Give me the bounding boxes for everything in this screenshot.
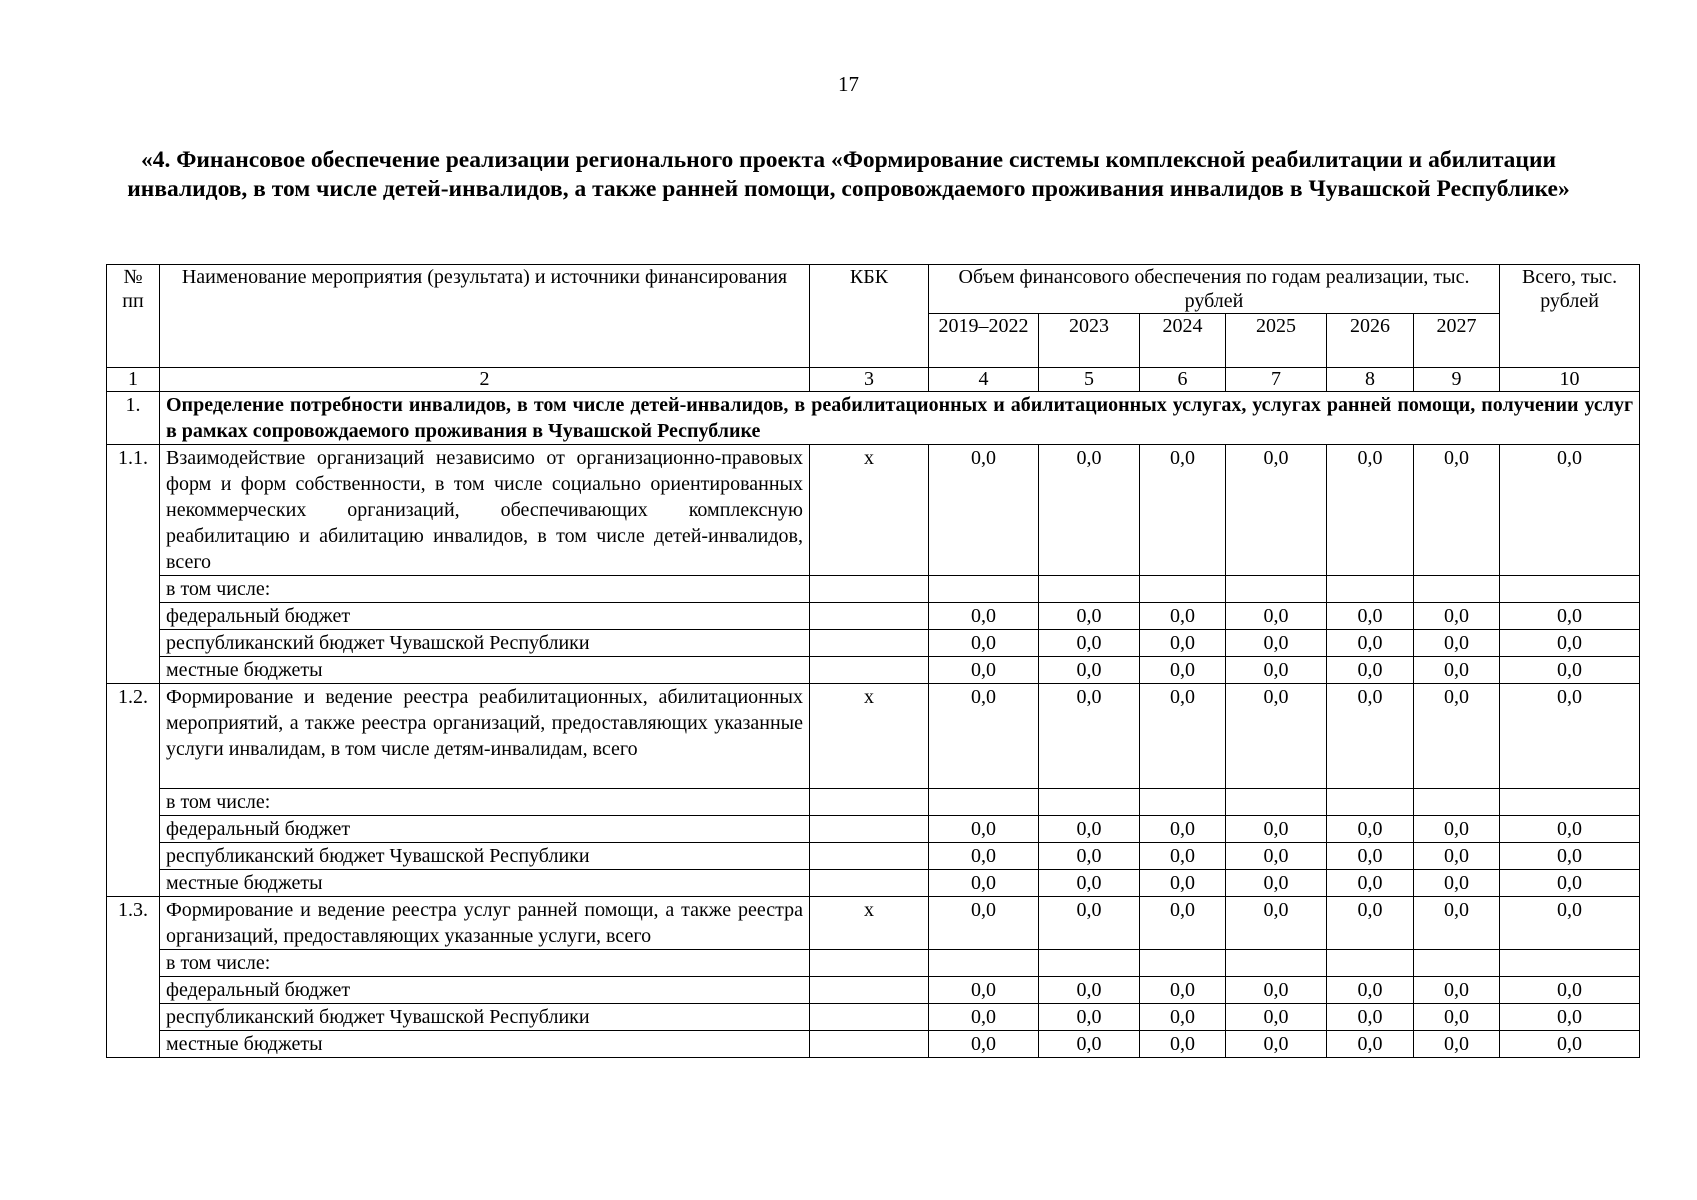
kbk-cell	[810, 789, 929, 816]
funding-value: 0,0	[1140, 816, 1226, 843]
funding-value: 0,0	[1327, 977, 1414, 1004]
item-value: 0,0	[929, 684, 1039, 789]
empty-cell	[107, 870, 160, 897]
funding-value	[1140, 576, 1226, 603]
funding-value: 0,0	[1327, 816, 1414, 843]
funding-source-label: в том числе:	[160, 576, 810, 603]
column-number: 5	[1039, 368, 1140, 392]
table-subrow	[107, 1031, 1640, 1058]
funding-value: 0,0	[1327, 843, 1414, 870]
kbk-cell	[810, 816, 929, 843]
funding-value: 0,0	[929, 816, 1039, 843]
funding-value: 0,0	[1414, 1004, 1500, 1031]
funding-value: 0,0	[1039, 630, 1140, 657]
item-value: 0,0	[1140, 684, 1226, 789]
funding-value: 0,0	[1140, 657, 1226, 684]
column-number: 9	[1414, 368, 1500, 392]
funding-value: 0,0	[1414, 657, 1500, 684]
table-subrow	[107, 630, 1640, 657]
item-number: 1.3.	[107, 897, 160, 950]
funding-value: 0,0	[1500, 1004, 1640, 1031]
funding-value: 0,0	[929, 603, 1039, 630]
funding-value	[1500, 789, 1640, 816]
item-name: Взаимодействие организаций независимо от организационно-правовых форм и форм собственности, в том числе социально ориентированных некоммерческих организаций, обеспечивающих комплексную реабилитацию и абилитацию инвалидов, в том числе детей-инвалидов, всего	[160, 445, 810, 576]
funding-value: 0,0	[1327, 603, 1414, 630]
header-row	[107, 265, 1640, 314]
funding-value	[1500, 576, 1640, 603]
section-no: 1.	[107, 392, 160, 445]
empty-cell	[107, 576, 160, 603]
funding-value: 0,0	[1226, 1031, 1327, 1058]
table-row	[107, 897, 1640, 950]
header-year: 2019–2022	[929, 314, 1039, 368]
funding-value	[1039, 576, 1140, 603]
funding-value: 0,0	[1327, 1031, 1414, 1058]
item-value: 0,0	[1226, 897, 1327, 950]
funding-value: 0,0	[1226, 843, 1327, 870]
funding-value: 0,0	[1500, 977, 1640, 1004]
funding-value: 0,0	[1500, 816, 1640, 843]
item-number: 1.1.	[107, 445, 160, 576]
item-kbk: х	[810, 445, 929, 576]
table-subrow	[107, 870, 1640, 897]
kbk-cell	[810, 977, 929, 1004]
funding-value: 0,0	[1327, 870, 1414, 897]
item-value: 0,0	[929, 897, 1039, 950]
item-value: 0,0	[1414, 684, 1500, 789]
funding-value: 0,0	[1414, 630, 1500, 657]
funding-value	[1414, 950, 1500, 977]
column-number: 7	[1226, 368, 1327, 392]
table-subrow	[107, 1004, 1640, 1031]
funding-value: 0,0	[1500, 657, 1640, 684]
item-kbk: х	[810, 684, 929, 789]
funding-value: 0,0	[1327, 657, 1414, 684]
funding-value: 0,0	[1140, 603, 1226, 630]
empty-cell	[107, 1031, 160, 1058]
page-number: 17	[838, 72, 859, 96]
funding-value: 0,0	[1226, 630, 1327, 657]
funding-value: 0,0	[1140, 630, 1226, 657]
funding-value: 0,0	[1226, 977, 1327, 1004]
section-row	[107, 392, 1640, 445]
column-number: 3	[810, 368, 929, 392]
funding-value: 0,0	[1327, 630, 1414, 657]
header-year: 2023	[1039, 314, 1140, 368]
funding-value	[1039, 950, 1140, 977]
table-subrow	[107, 977, 1640, 1004]
funding-source-label: местные бюджеты	[160, 870, 810, 897]
funding-value: 0,0	[1414, 603, 1500, 630]
empty-cell	[107, 603, 160, 630]
empty-cell	[107, 1004, 160, 1031]
funding-value: 0,0	[1039, 603, 1140, 630]
item-value: 0,0	[1500, 897, 1640, 950]
item-value: 0,0	[1500, 445, 1640, 576]
funding-value: 0,0	[1039, 816, 1140, 843]
table-subrow	[107, 603, 1640, 630]
funding-value	[929, 576, 1039, 603]
funding-value: 0,0	[1414, 870, 1500, 897]
funding-value: 0,0	[929, 977, 1039, 1004]
column-number: 4	[929, 368, 1039, 392]
table-subrow	[107, 816, 1640, 843]
funding-value: 0,0	[1327, 1004, 1414, 1031]
header-volume: Объем финансового обеспечения по годам реализации, тыс. рублей	[929, 265, 1500, 314]
column-numbers-row	[107, 368, 1640, 392]
item-value: 0,0	[1226, 684, 1327, 789]
table-row	[107, 445, 1640, 576]
kbk-cell	[810, 630, 929, 657]
funding-value	[1327, 789, 1414, 816]
funding-value: 0,0	[1140, 870, 1226, 897]
item-value: 0,0	[1414, 897, 1500, 950]
funding-value	[1327, 950, 1414, 977]
funding-source-label: в том числе:	[160, 789, 810, 816]
kbk-cell	[810, 1004, 929, 1031]
funding-source-label: местные бюджеты	[160, 1031, 810, 1058]
header-year: 2027	[1414, 314, 1500, 368]
funding-value: 0,0	[929, 1004, 1039, 1031]
funding-value: 0,0	[929, 1031, 1039, 1058]
funding-value	[1140, 950, 1226, 977]
item-value: 0,0	[1039, 897, 1140, 950]
header-no: № пп	[107, 265, 160, 368]
kbk-cell	[810, 603, 929, 630]
kbk-cell	[810, 950, 929, 977]
item-value: 0,0	[1327, 897, 1414, 950]
funding-value: 0,0	[1226, 657, 1327, 684]
funding-value: 0,0	[1500, 843, 1640, 870]
section-title: «4. Финансовое обеспечение реализации регионального проекта «Формирование системы комплексной реабилитации и абилитации инвалидов, в том числе детей-инвалидов, а также ранней помощи, сопровождаемого проживания инвалидов в Чувашской Республике»	[127, 147, 1570, 202]
funding-value: 0,0	[1039, 843, 1140, 870]
funding-value: 0,0	[929, 657, 1039, 684]
funding-value: 0,0	[1226, 1004, 1327, 1031]
funding-value: 0,0	[1414, 1031, 1500, 1058]
column-number: 6	[1140, 368, 1226, 392]
empty-cell	[107, 657, 160, 684]
financing-table	[106, 264, 1640, 1058]
funding-value	[1226, 950, 1327, 977]
funding-value: 0,0	[1039, 657, 1140, 684]
table-subrow	[107, 576, 1640, 603]
item-value: 0,0	[1414, 445, 1500, 576]
funding-value	[1039, 789, 1140, 816]
funding-value	[1226, 789, 1327, 816]
funding-value: 0,0	[1140, 1031, 1226, 1058]
funding-value: 0,0	[1226, 870, 1327, 897]
funding-source-label: федеральный бюджет	[160, 603, 810, 630]
funding-value	[929, 950, 1039, 977]
empty-cell	[107, 843, 160, 870]
header-name: Наименование мероприятия (результата) и источники финансирования	[160, 265, 810, 368]
funding-source-label: республиканский бюджет Чувашской Республики	[160, 1004, 810, 1031]
header-total: Всего, тыс. рублей	[1500, 265, 1640, 368]
funding-value: 0,0	[929, 630, 1039, 657]
funding-value: 0,0	[1500, 870, 1640, 897]
empty-cell	[107, 789, 160, 816]
funding-value	[1327, 576, 1414, 603]
item-value: 0,0	[1140, 897, 1226, 950]
funding-value: 0,0	[1414, 843, 1500, 870]
item-name: Формирование и ведение реестра услуг ранней помощи, а также реестра организаций, предоставляющих указанные услуги, всего	[160, 897, 810, 950]
empty-cell	[107, 977, 160, 1004]
item-value: 0,0	[1327, 445, 1414, 576]
item-value: 0,0	[929, 445, 1039, 576]
funding-value: 0,0	[1414, 977, 1500, 1004]
funding-source-label: в том числе:	[160, 950, 810, 977]
header-year: 2024	[1140, 314, 1226, 368]
funding-value: 0,0	[1140, 843, 1226, 870]
column-number: 8	[1327, 368, 1414, 392]
empty-cell	[107, 630, 160, 657]
funding-source-label: местные бюджеты	[160, 657, 810, 684]
funding-source-label: республиканский бюджет Чувашской Республики	[160, 843, 810, 870]
funding-value: 0,0	[929, 870, 1039, 897]
section-heading: Определение потребности инвалидов, в том числе детей-инвалидов, в реабилитационных и абилитационных услугах, услугах ранней помощи, получении услуг в рамках сопровождаемого проживания в Чувашской Республике	[160, 392, 1640, 445]
funding-value: 0,0	[1414, 816, 1500, 843]
funding-value: 0,0	[1039, 977, 1140, 1004]
empty-cell	[107, 950, 160, 977]
funding-value	[1500, 950, 1640, 977]
table-subrow	[107, 843, 1640, 870]
funding-value	[1414, 789, 1500, 816]
column-number: 1	[107, 368, 160, 392]
item-value: 0,0	[1500, 684, 1640, 789]
funding-value: 0,0	[1140, 1004, 1226, 1031]
funding-value: 0,0	[1140, 977, 1226, 1004]
column-number: 2	[160, 368, 810, 392]
funding-value: 0,0	[929, 843, 1039, 870]
table-subrow	[107, 789, 1640, 816]
funding-source-label: республиканский бюджет Чувашской Республики	[160, 630, 810, 657]
item-kbk: х	[810, 897, 929, 950]
funding-value: 0,0	[1500, 1031, 1640, 1058]
item-value: 0,0	[1140, 445, 1226, 576]
item-name: Формирование и ведение реестра реабилитационных, абилитационных мероприятий, а также реестра организаций, предоставляющих указанные услуги инвалидам, в том числе детям-инвалидам, всего	[160, 684, 810, 789]
funding-value	[1226, 576, 1327, 603]
item-value: 0,0	[1226, 445, 1327, 576]
funding-value: 0,0	[1226, 603, 1327, 630]
table-subrow	[107, 657, 1640, 684]
funding-value	[1140, 789, 1226, 816]
kbk-cell	[810, 576, 929, 603]
item-value: 0,0	[1327, 684, 1414, 789]
table-subrow	[107, 950, 1640, 977]
funding-source-label: федеральный бюджет	[160, 977, 810, 1004]
funding-source-label: федеральный бюджет	[160, 816, 810, 843]
kbk-cell	[810, 657, 929, 684]
kbk-cell	[810, 843, 929, 870]
empty-cell	[107, 816, 160, 843]
funding-value: 0,0	[1500, 603, 1640, 630]
header-kbk: КБК	[810, 265, 929, 368]
funding-value: 0,0	[1039, 1031, 1140, 1058]
funding-value	[1414, 576, 1500, 603]
kbk-cell	[810, 870, 929, 897]
item-value: 0,0	[1039, 445, 1140, 576]
funding-value: 0,0	[1500, 630, 1640, 657]
item-value: 0,0	[1039, 684, 1140, 789]
header-year: 2025	[1226, 314, 1327, 368]
header-year: 2026	[1327, 314, 1414, 368]
funding-value: 0,0	[1039, 1004, 1140, 1031]
funding-value	[929, 789, 1039, 816]
funding-value: 0,0	[1039, 870, 1140, 897]
column-number: 10	[1500, 368, 1640, 392]
kbk-cell	[810, 1031, 929, 1058]
funding-value: 0,0	[1226, 816, 1327, 843]
table-row	[107, 684, 1640, 789]
item-number: 1.2.	[107, 684, 160, 789]
